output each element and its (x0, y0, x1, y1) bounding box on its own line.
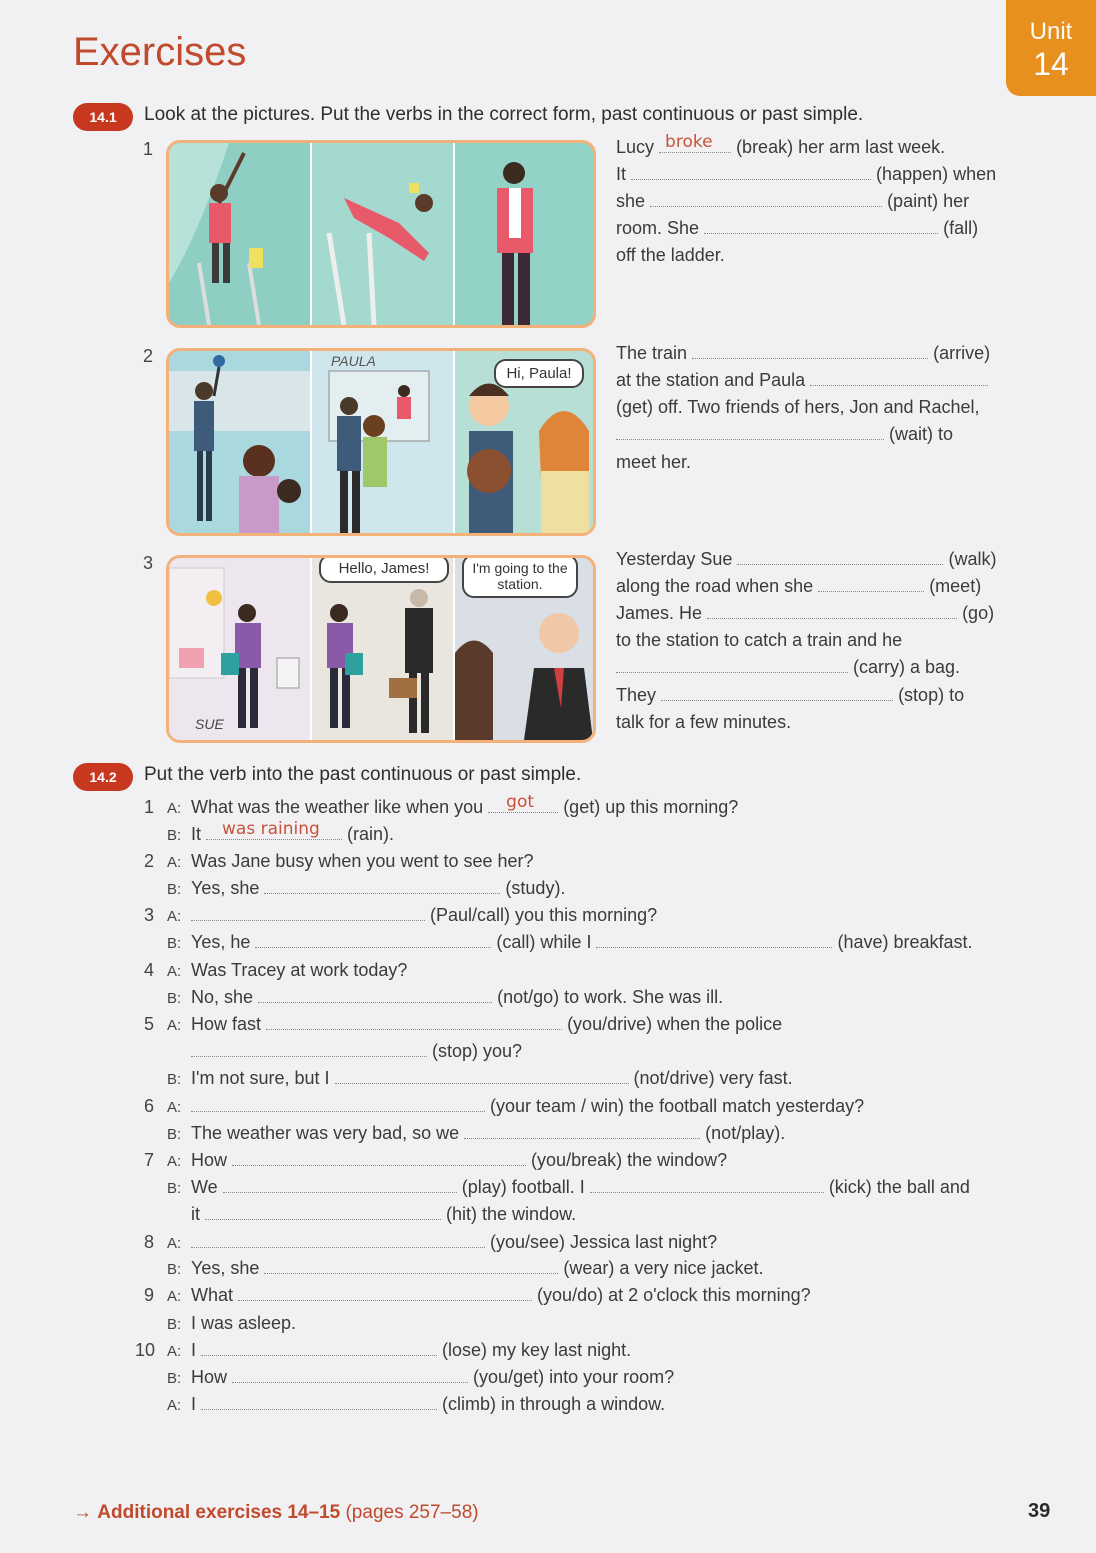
item-number: 8 (144, 1232, 155, 1252)
line-text: The train (616, 343, 688, 363)
sample-answer: was raining (222, 819, 320, 839)
answer-blank[interactable] (206, 819, 342, 840)
speaker-label: A: (167, 1288, 182, 1305)
picture-2 (166, 348, 596, 536)
line-text: I (191, 1340, 197, 1360)
dialogue-line (191, 1285, 811, 1306)
ex1-line (616, 603, 994, 624)
ex1-line (616, 164, 996, 185)
line-text: (not/play). (705, 1123, 786, 1143)
ex1-line (616, 218, 978, 239)
line-text: (go) (962, 603, 995, 623)
speaker-label: A: (167, 1397, 182, 1414)
arrow-icon: → (73, 1502, 92, 1523)
speaker-label: B: (167, 827, 182, 844)
speaker-label: A: (167, 1153, 182, 1170)
item-number: 2 (144, 851, 155, 871)
line-text: (your team / win) the football match yesterday? (490, 1096, 865, 1116)
ex1-line (616, 424, 953, 445)
dialogue-line: I was asleep. (191, 1313, 297, 1333)
line-text: (stop) you? (432, 1041, 523, 1061)
answer-blank[interactable] (704, 219, 938, 234)
answer-blank[interactable] (266, 1015, 562, 1030)
line-text: (you/drive) when the police (567, 1014, 783, 1034)
line-text: They (616, 685, 657, 705)
item-number: 3 (144, 905, 155, 925)
ex1-line (616, 549, 996, 570)
speaker-label: A: (167, 854, 182, 871)
unit-number: 14 (1033, 46, 1069, 82)
line-text: (you/do) at 2 o'clock this morning? (537, 1285, 811, 1305)
item-number: 5 (144, 1014, 155, 1034)
line-text: It (616, 164, 627, 184)
answer-blank[interactable] (737, 550, 943, 565)
line-text: (have) breakfast. (837, 932, 973, 952)
line-text: (study). (505, 878, 566, 898)
answer-blank[interactable] (191, 1233, 485, 1248)
line-text: (kick) the ball and (828, 1177, 970, 1197)
ex1-line: talk for a few minutes. (616, 712, 792, 732)
picture-3 (166, 555, 596, 743)
speech-bubble-going-station: I'm going to the station. (462, 555, 578, 598)
line-text: (climb) in through a window. (442, 1394, 666, 1414)
ex1-line: to the station to catch a train and he (616, 630, 903, 650)
speaker-label: B: (167, 1316, 182, 1333)
item-number: 9 (144, 1285, 155, 1305)
speech-bubble-hi-paula: Hi, Paula! (494, 359, 584, 388)
answer-blank[interactable] (232, 1368, 468, 1383)
speaker-label: A: (167, 1017, 182, 1034)
page-title: Exercises (73, 30, 247, 74)
speaker-label: A: (167, 963, 182, 980)
line-text: I'm not sure, but I (191, 1068, 330, 1088)
speaker-label: A: (167, 1343, 182, 1360)
speaker-label: B: (167, 881, 182, 898)
dialogue-line (191, 1041, 522, 1062)
answer-blank[interactable] (616, 425, 884, 440)
item-number: 2 (143, 346, 154, 366)
speaker-label: B: (167, 1071, 182, 1088)
speaker-label: B: (167, 1126, 182, 1143)
dialogue-line (191, 932, 973, 953)
line-text: How fast (191, 1014, 262, 1034)
answer-blank[interactable] (590, 1178, 824, 1193)
line-text: What was the weather like when you (191, 797, 484, 817)
line-text: Yes, he (191, 932, 251, 952)
line-text: No, she (191, 987, 254, 1007)
speaker-label: B: (167, 1180, 182, 1197)
picture-1-illustration (169, 143, 593, 325)
line-text: (fall) (943, 218, 979, 238)
line-text: (arrive) (933, 343, 991, 363)
speaker-label: B: (167, 1261, 182, 1278)
line-text: Yes, she (191, 1258, 260, 1278)
line-text: Yesterday Sue (616, 549, 733, 569)
line-text: It (191, 824, 202, 844)
line-text: Lucy (616, 137, 655, 157)
unit-tab (1006, 0, 1096, 96)
speaker-label: A: (167, 1235, 182, 1252)
item-number: 7 (144, 1150, 155, 1170)
speech-bubble-hello-james: Hello, James! (319, 555, 449, 583)
dialogue-line (191, 792, 739, 818)
item-number: 1 (144, 797, 155, 817)
answer-blank[interactable] (661, 686, 893, 701)
line-text: room. She (616, 218, 700, 238)
exercise-instruction-14-1: Look at the pictures. Put the verbs in the correct form, past continuous or past simple. (144, 104, 864, 125)
line-text: (carry) a bag. (853, 657, 961, 677)
answer-blank[interactable] (191, 906, 425, 921)
page-number: 39 (1028, 1500, 1051, 1522)
ex1-line (616, 191, 969, 212)
dialogue-line (191, 1204, 576, 1225)
line-text: (rain). (347, 824, 395, 844)
answer-blank[interactable] (659, 132, 731, 153)
dialogue-line (191, 1258, 764, 1279)
answer-blank[interactable] (692, 344, 928, 359)
line-text: (play) football. I (461, 1177, 585, 1197)
line-text: I (191, 1394, 197, 1414)
answer-blank[interactable] (631, 165, 871, 180)
line-text: (stop) to (898, 685, 965, 705)
line-text: (Paul/call) you this morning? (430, 905, 658, 925)
dialogue-line (191, 1177, 970, 1198)
ex1-line: meet her. (616, 452, 692, 472)
answer-blank[interactable] (596, 933, 832, 948)
dialogue-line (191, 1150, 727, 1171)
exercise-instruction-14-2: Put the verb into the past continuous or past simple. (144, 764, 582, 785)
line-text: (walk) (948, 549, 997, 569)
dialogue-line (191, 905, 657, 926)
dialogue-line (191, 1068, 793, 1089)
line-text: (meet) (929, 576, 982, 596)
sue-label: SUE (195, 716, 224, 732)
picture-1 (166, 140, 596, 328)
line-text: (break) her arm last week. (736, 137, 946, 157)
unit-label: Unit (1029, 18, 1073, 45)
answer-blank[interactable] (264, 879, 500, 894)
answer-blank[interactable] (201, 1341, 437, 1356)
line-text: What (191, 1285, 234, 1305)
line-text: it (191, 1204, 200, 1224)
answer-blank[interactable] (464, 1124, 700, 1139)
speaker-label: A: (167, 908, 182, 925)
answer-blank[interactable] (238, 1286, 532, 1301)
answer-blank[interactable] (335, 1069, 629, 1084)
dialogue-line (191, 1096, 864, 1117)
dialogue-line: Was Jane busy when you went to see her? (191, 851, 534, 871)
line-text: (paint) her (887, 191, 970, 211)
dialogue-line (191, 1014, 782, 1035)
ex1-line (616, 685, 964, 706)
answer-blank[interactable] (650, 192, 882, 207)
line-text: We (191, 1177, 218, 1197)
line-text: (wait) to (889, 424, 954, 444)
dialogue-line (191, 1367, 674, 1388)
line-text: (you/break) the window? (531, 1150, 728, 1170)
exercise-badge-14-1: 14.1 (73, 103, 133, 131)
answer-blank[interactable] (488, 792, 558, 813)
answer-blank[interactable] (191, 1042, 427, 1057)
answer-blank[interactable] (205, 1205, 441, 1220)
item-number: 4 (144, 960, 155, 980)
footer-pages-text: (pages 257–58) (345, 1502, 479, 1523)
line-text: (wear) a very nice jacket. (563, 1258, 764, 1278)
answer-blank[interactable] (818, 577, 924, 592)
line-text: How (191, 1367, 228, 1387)
dialogue-line (191, 819, 395, 845)
dialogue-line: Was Tracey at work today? (191, 960, 408, 980)
line-text: (not/go) to work. She was ill. (497, 987, 724, 1007)
footer-bold-text: Additional exercises 14–15 (97, 1502, 341, 1523)
item-number: 3 (143, 553, 154, 573)
item-number: 6 (144, 1096, 155, 1116)
item-number: 10 (135, 1340, 156, 1360)
dialogue-line (191, 1340, 631, 1361)
paula-sign: PAULA (331, 353, 376, 369)
line-text: (not/drive) very fast. (633, 1068, 793, 1088)
line-text: The weather was very bad, so we (191, 1123, 460, 1143)
answer-blank[interactable] (201, 1395, 437, 1410)
ex1-line: (get) off. Two friends of hers, Jon and Rachel, (616, 397, 980, 417)
line-text: How (191, 1150, 228, 1170)
speaker-label: A: (167, 1099, 182, 1116)
line-text: she (616, 191, 646, 211)
line-text: James. He (616, 603, 703, 623)
speaker-label: A: (167, 800, 182, 817)
speaker-label: B: (167, 1370, 182, 1387)
answer-blank[interactable] (810, 371, 988, 386)
line-text: Yes, she (191, 878, 260, 898)
line-text: (happen) when (876, 164, 997, 184)
line-text: (call) while I (496, 932, 592, 952)
line-text: (lose) my key last night. (442, 1340, 632, 1360)
speaker-label: B: (167, 990, 182, 1007)
line-text: (hit) the window. (446, 1204, 577, 1224)
line-text: (you/get) into your room? (473, 1367, 675, 1387)
answer-blank[interactable] (191, 1097, 485, 1112)
line-text: (get) up this morning? (563, 797, 739, 817)
exercise-badge-14-2: 14.2 (73, 763, 133, 791)
line-text: at the station and Paula (616, 370, 806, 390)
additional-exercises-link[interactable] (73, 1502, 479, 1524)
dialogue-line (191, 1394, 665, 1415)
dialogue-line (191, 1232, 717, 1253)
line-text: along the road when she (616, 576, 814, 596)
answer-blank[interactable] (255, 933, 491, 948)
speaker-label: B: (167, 935, 182, 952)
ex1-line (616, 343, 990, 364)
answer-blank[interactable] (258, 988, 492, 1003)
ex1-line: off the ladder. (616, 245, 725, 265)
dialogue-line (191, 878, 565, 899)
answer-blank[interactable] (264, 1259, 558, 1274)
dialogue-line (191, 987, 723, 1008)
answer-blank[interactable] (232, 1151, 526, 1166)
dialogue-line (191, 1123, 785, 1144)
answer-blank[interactable] (707, 604, 957, 619)
sample-answer: broke (665, 132, 713, 152)
answer-blank[interactable] (616, 658, 848, 673)
ex1-line (616, 370, 988, 391)
ex1-line (616, 576, 981, 597)
ex1-line (616, 657, 960, 678)
item-number: 1 (143, 139, 154, 159)
answer-blank[interactable] (223, 1178, 457, 1193)
line-text: (you/see) Jessica last night? (490, 1232, 718, 1252)
ex1-line (616, 132, 946, 158)
sample-answer: got (506, 792, 535, 812)
